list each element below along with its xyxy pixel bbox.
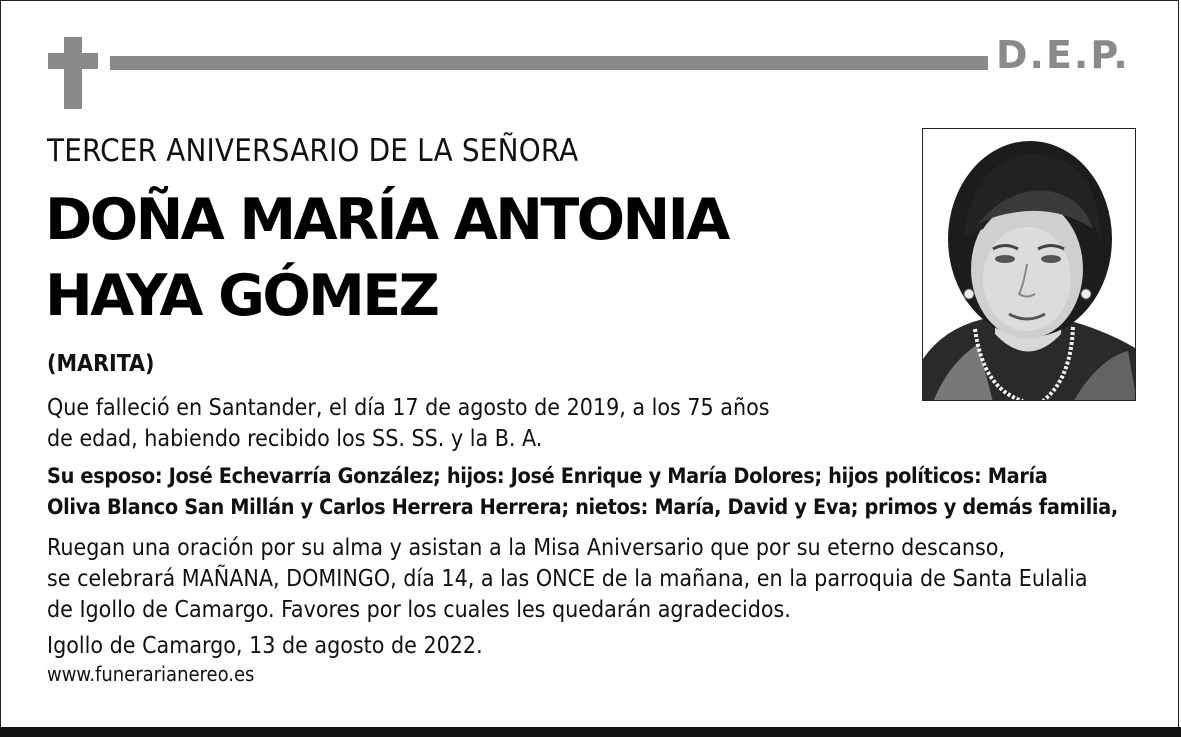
anniversary-subtitle: TERCER ANIVERSARIO DE LA SEÑORA: [47, 133, 579, 169]
bottom-border: [0, 727, 1181, 737]
portrait-image: [923, 129, 1136, 401]
death-notice-line: de edad, habiendo recibido los SS. SS. y la B. A.: [47, 426, 543, 452]
family-text: [47, 461, 1118, 523]
deceased-name-line1: DOÑA MARÍA ANTONIA: [45, 187, 728, 253]
dep-label: D.E.P.: [996, 33, 1130, 77]
cross-icon: [64, 37, 82, 109]
family-line: Su esposo: José Echevarría González; hijos: José Enrique y María Dolores; hijos políticos: María: [47, 464, 1048, 489]
header-rule: [110, 56, 988, 70]
death-notice-line: Que falleció en Santander, el día 17 de agosto de 2019, a los 75 años: [47, 395, 770, 421]
death-notice-text: [47, 393, 770, 455]
request-line: se celebrará MAÑANA, DOMINGO, día 14, a las ONCE de la mañana, en la parroquia de Santa Eulalia: [47, 566, 1088, 592]
mass-request-text: [47, 533, 1088, 626]
deceased-name-line2: HAYA GÓMEZ: [45, 263, 438, 329]
request-line: de Igollo de Camargo. Favores por los cuales les quedarán agradecidos.: [47, 597, 791, 623]
request-line: Ruegan una oración por su alma y asistan a la Misa Aniversario que por su eterno descanso,: [47, 535, 1006, 561]
deceased-nickname: (MARITA): [47, 351, 155, 377]
website-link[interactable]: www.funerarianereo.es: [47, 662, 255, 686]
family-line: Oliva Blanco San Millán y Carlos Herrera Herrera; nietos: María, David y Eva; primos y demás familia,: [47, 495, 1118, 520]
portrait-photo: [922, 128, 1136, 401]
place-date: Igollo de Camargo, 13 de agosto de 2022.: [47, 633, 483, 659]
cross-icon-arm: [48, 53, 98, 69]
